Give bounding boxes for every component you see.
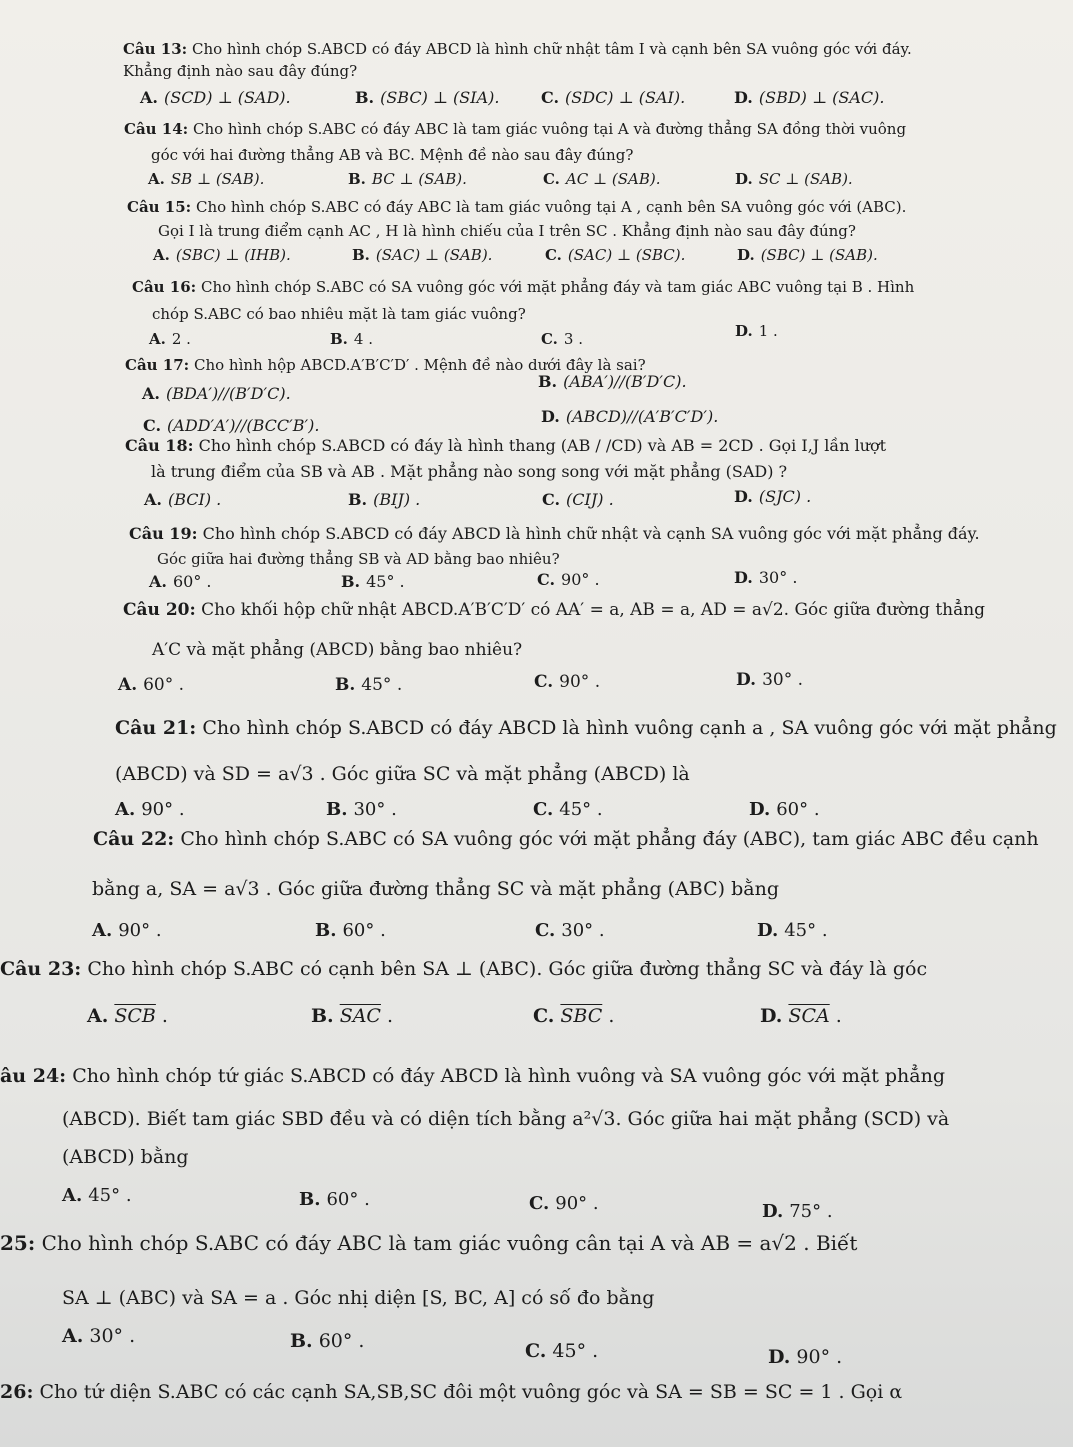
question-text: Cho hình chóp S.ABCD có đáy ABCD là hình vuông cạnh a , SA vuông góc với mặt phẳng [202, 717, 1057, 739]
option-c[interactable]: C. (ADD′A′)//(BCC′B′). [143, 416, 320, 435]
option-d[interactable]: D. 60° . [749, 799, 820, 820]
option-a[interactable]: A. 60° . [149, 572, 212, 591]
option-d[interactable]: D. (SBC) ⊥ (SAB). [737, 246, 878, 264]
option-c[interactable]: C. 45° . [525, 1340, 599, 1362]
option-d[interactable]: D. 30° . [736, 670, 804, 690]
question-text: Cho hình chóp S.ABC có đáy ABC là tam giác vuông tại A , cạnh bên SA vuông góc với (ABC). [195, 198, 907, 216]
option-c[interactable]: C. 90° . [537, 570, 600, 589]
question-label: Câu 16: [132, 278, 197, 296]
question-text: chóp S.ABC có bao nhiêu mặt là tam giác vuông? [152, 305, 526, 323]
angle-symbol: $\overline{SCA}$ [788, 1005, 830, 1027]
question-label: Câu 23: [0, 958, 82, 980]
option-b[interactable]: B. $\overline{SAC}$ . [311, 1005, 394, 1027]
option-b[interactable]: B. (SBC) ⊥ (SIA). [355, 88, 500, 107]
option-a[interactable]: A. (SBC) ⊥ (IHB). [153, 246, 291, 264]
option-c[interactable]: C. $\overline{SBC}$ . [533, 1005, 615, 1027]
question-label: Câu 13: [123, 40, 188, 58]
question-label: Câu 19: [129, 524, 198, 543]
option-b[interactable]: B. 45° . [335, 675, 403, 695]
option-a[interactable]: A. 2 . [149, 330, 191, 348]
question-text: Cho hình chóp tứ giác S.ABCD có đáy ABCD là hình vuông và SA vuông góc với mặt phẳng [72, 1065, 946, 1087]
question-text: Khẳng định nào sau đây đúng? [123, 62, 358, 80]
option-b[interactable]: B. (SAC) ⊥ (SAB). [352, 246, 493, 264]
angle-symbol: $\overline{SCB}$ [114, 1005, 156, 1027]
question-text: Cho hình chóp S.ABCD có đáy là hình thang (AB / /CD) và AB = 2CD . Gọi I,J lần lượt [198, 436, 887, 455]
question-text: Cho hình hộp ABCD.A′B′C′D′ . Mệnh đề nào dưới đây là sai? [193, 356, 646, 374]
question-label: âu 24: [0, 1065, 67, 1087]
question-label: Câu 17: [125, 356, 190, 374]
option-b[interactable]: B. 30° . [326, 799, 397, 820]
option-d[interactable]: D. (SJC) . [734, 487, 812, 506]
option-a[interactable]: A. 30° . [62, 1325, 136, 1347]
question-text: góc với hai đường thẳng AB và BC. Mệnh đề nào sau đây đúng? [151, 146, 634, 164]
question-text: (ABCD) và SD = a√3 . Góc giữa SC và mặt phẳng (ABCD) là [115, 763, 690, 785]
option-c[interactable]: C. (SDC) ⊥ (SAI). [541, 88, 686, 107]
option-d[interactable]: D. 75° . [762, 1201, 833, 1222]
option-c[interactable]: C. 45° . [533, 799, 603, 820]
question-text: Cho hình chóp S.ABC có đáy ABC là tam giác vuông cân tại A và AB = a√2 . Biết [41, 1231, 858, 1255]
question-text: Cho hình chóp S.ABC có cạnh bên SA ⊥ (ABC). Góc giữa đường thẳng SC và đáy là góc [87, 958, 928, 980]
option-c[interactable]: C. (CIJ) . [542, 490, 614, 509]
question-label: 25: [0, 1231, 36, 1255]
question-text: SA ⊥ (ABC) và SA = a . Góc nhị diện [S, BC, A] có số đo bằng [62, 1287, 655, 1309]
option-b[interactable]: B. 45° . [341, 572, 405, 591]
angle-symbol: $\overline{SAC}$ [339, 1005, 381, 1027]
option-d[interactable]: D. 45° . [757, 920, 828, 941]
question-text: Cho tứ diện S.ABC có các cạnh SA,SB,SC đôi một vuông góc và SA = SB = SC = 1 . Gọi α [39, 1381, 903, 1403]
question-text: Cho hình chóp S.ABC có đáy ABC là tam giác vuông tại A và đường thẳng SA đồng thời vuông [192, 120, 907, 138]
option-c[interactable]: C. AC ⊥ (SAB). [543, 170, 661, 188]
question-text: A′C và mặt phẳng (ABCD) bằng bao nhiêu? [152, 640, 523, 660]
option-a[interactable]: A. SB ⊥ (SAB). [148, 170, 265, 188]
option-c[interactable]: C. 90° . [529, 1193, 599, 1214]
option-a[interactable]: A. 45° . [62, 1185, 132, 1206]
question-label: Câu 14: [124, 120, 189, 138]
question-text: là trung điểm của SB và AB . Mặt phẳng nào song song với mặt phẳng (SAD) ? [151, 462, 788, 481]
question-text: Cho hình chóp S.ABCD có đáy ABCD là hình chữ nhật tâm I và cạnh bên SA vuông góc với đáy. [191, 40, 912, 58]
question-label: Câu 21: [115, 717, 197, 739]
question-label: Câu 15: [127, 198, 192, 216]
option-c[interactable]: C. (SAC) ⊥ (SBC). [545, 246, 686, 264]
angle-symbol: $\overline{SBC}$ [560, 1005, 603, 1027]
question-text: bằng a, SA = a√3 . Góc giữa đường thẳng SC và mặt phẳng (ABC) bằng [92, 878, 779, 900]
question-text: Cho hình chóp S.ABCD có đáy ABCD là hình chữ nhật và cạnh SA vuông góc với mặt phẳng đáy. [202, 524, 980, 543]
option-a[interactable]: A. (BCI) . [144, 490, 222, 509]
option-b[interactable]: B. 60° . [315, 920, 386, 941]
option-b[interactable]: B. 60° . [299, 1189, 370, 1210]
option-b[interactable]: B. 60° . [290, 1330, 365, 1352]
question-text: (ABCD). Biết tam giác SBD đều và có diện tích bằng a²√3. Góc giữa hai mặt phẳng (SCD) và [62, 1108, 950, 1130]
option-d[interactable]: D. $\overline{SCA}$ . [760, 1005, 842, 1027]
question-label: Câu 22: [93, 828, 175, 850]
question-label: Câu 20: [123, 600, 196, 620]
option-b[interactable]: B. (BIJ) . [348, 490, 421, 509]
option-d[interactable]: D. (SBD) ⊥ (SAC). [734, 88, 885, 107]
question-text: Cho hình chóp S.ABC có SA vuông góc với mặt phẳng đáy và tam giác ABC vuông tại B . Hình [200, 278, 915, 296]
option-b[interactable]: B. BC ⊥ (SAB). [348, 170, 467, 188]
question-text: Gọi I là trung điểm cạnh AC , H là hình chiếu của I trên SC . Khẳng định nào sau đây đúng? [158, 222, 856, 240]
question-text: (ABCD) bằng [62, 1146, 189, 1168]
option-d[interactable]: D. 1 . [735, 322, 778, 340]
option-b[interactable]: B. 4 . [330, 330, 373, 348]
option-a[interactable]: A. $\overline{SCB}$ . [87, 1005, 168, 1027]
question-label: 26: [0, 1381, 34, 1403]
option-d[interactable]: D. SC ⊥ (SAB). [735, 170, 853, 188]
option-d[interactable]: D. 90° . [768, 1346, 843, 1368]
option-a[interactable]: A. (BDA′)//(B′D′C). [142, 384, 291, 403]
question-text: Cho hình chóp S.ABC có SA vuông góc với mặt phẳng đáy (ABC), tam giác ABC đều cạnh [180, 828, 1039, 850]
option-a[interactable]: A. 60° . [118, 675, 185, 695]
option-d[interactable]: D. 30° . [734, 568, 798, 587]
question-text: Cho khối hộp chữ nhật ABCD.A′B′C′D′ có AA′ = a, AB = a, AD = a√2. Góc giữa đường thẳng [201, 600, 986, 620]
option-b[interactable]: B. (ABA′)//(B′D′C). [538, 372, 687, 391]
option-a[interactable]: A. (SCD) ⊥ (SAD). [140, 88, 291, 107]
option-a[interactable]: A. 90° . [115, 799, 185, 820]
question-text: Góc giữa hai đường thẳng SB và AD bằng bao nhiêu? [157, 550, 560, 568]
option-a[interactable]: A. 90° . [92, 920, 162, 941]
option-c[interactable]: C. 90° . [534, 672, 601, 692]
question-label: Câu 18: [125, 436, 194, 455]
option-c[interactable]: C. 30° . [535, 920, 605, 941]
option-c[interactable]: C. 3 . [541, 330, 583, 348]
option-d[interactable]: D. (ABCD)//(A′B′C′D′). [541, 407, 719, 426]
